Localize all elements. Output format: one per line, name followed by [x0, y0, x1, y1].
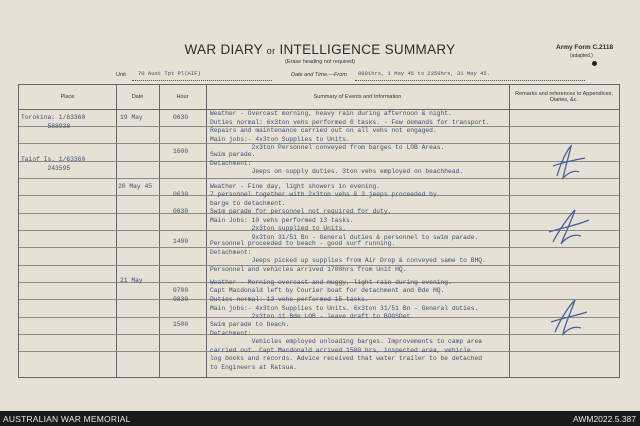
date-label: Date and Time.—From — [291, 72, 347, 78]
summary-cell: Swim parade for personnel not required for duty. Main Jobs: 10 vehs performed 13 tasks. 2x3ton supplied to Units. 9x3ton 31/51 Bn - General duties & personnel to swim parade. — [210, 208, 479, 241]
col-header-remarks: Remarks and references to Appendices, Diaries, &c. — [515, 91, 613, 103]
unit-label: Unit — [116, 72, 126, 78]
date-underline — [355, 80, 585, 81]
summary-cell: Weather - Fine day, light showers in evening. — [210, 183, 381, 190]
hour-cell: 1500 — [173, 321, 189, 328]
title-or: or — [266, 46, 276, 56]
summary-cell: Duties normal: 13 vehs performed 15 tasks. Main jobs:- 4x3ton Supplies to Units. 6x3ton 31/51 Bn - General duties. 2x3ton 11 Bde LOB - leave draft to BOGSDet. — [210, 296, 479, 321]
hour-cell: 0630 — [173, 191, 189, 198]
archive-credit: AUSTRALIAN WAR MEMORIAL — [3, 414, 131, 424]
initials-signature-icon — [535, 206, 595, 246]
hour-cell: 1600 — [173, 148, 189, 155]
initials-signature-icon — [535, 142, 595, 182]
title-intelligence-summary: INTELLIGENCE SUMMARY — [279, 42, 456, 57]
col-header-hour: Hour — [176, 94, 189, 100]
place-cell: Torokina: 1/63360 588938 — [21, 114, 86, 130]
form-subtitle: (Erase heading not required) — [284, 59, 355, 65]
hour-cell: 0630 — [173, 208, 189, 215]
col-header-place: Place — [60, 94, 75, 100]
summary-cell: 7 personnel together with 2x3ton vehs & 3 jeeps proceeded by barge to detachment. — [210, 191, 437, 207]
army-form-note: (adapted.) — [570, 53, 593, 59]
date-cell: 19 May — [120, 114, 143, 121]
summary-cell: Swim parade. Detachment: Jeeps on supply duties. 3ton vehs employed on beachhead. — [210, 151, 464, 176]
initials-signature-icon — [535, 296, 595, 336]
summary-cell: Weather - Morning overcast and muggy, light rain during evening. — [210, 279, 452, 286]
hour-cell: 0700 — [173, 287, 189, 294]
date-cell: 21 May — [120, 277, 143, 284]
form-title — [0, 42, 640, 57]
summary-cell: Capt Macdonald left by Courier boat for detachment and Bde HQ. — [210, 287, 445, 294]
col-header-summary: Summary of Events and Information — [313, 94, 402, 100]
archive-reference: AWM2022.5.387 — [573, 414, 636, 424]
hour-cell: 1400 — [173, 238, 189, 245]
col-header-date: Date — [131, 94, 144, 100]
date-value: 0001hrs, 1 May 45 to 2359hrs, 31 May 45. — [358, 70, 491, 77]
unit-underline — [132, 80, 272, 81]
unit-value: 70 Aust Tpt Pl(AIF) — [138, 70, 201, 77]
row-rule — [19, 178, 619, 179]
hour-cell: 0630 — [173, 114, 189, 121]
summary-cell: Swim parade to beach. Detachment: Vehicles employed unloading barges. Improvements to camp area carried out. Capt Macdonald arrived 1500 hrs, inspected area, vehicle log books and records. Advice received that water trailer to be detached to Engineers at Ratsua. — [210, 321, 483, 371]
army-form-number: Army Form C.2118 — [556, 44, 614, 51]
title-war-diary: WAR DIARY — [184, 42, 263, 57]
date-cell: 20 May 45 — [118, 183, 153, 190]
place-cell: Taiof Is. 1/63360 243595 — [21, 156, 86, 172]
summary-cell: Personnel proceeded to beach - good surf running. Detachment: Jeeps picked up supplies from Air Drop & conveyed same to BHQ. Personnel and vehicles arrived 1700hrs from Unit HQ. — [210, 240, 486, 273]
summary-cell: Weather - Overcast morning, heavy rain during afternoon & night. Duties normal: 6x3ton vehs performed 6 tasks. - Few demands for transport. Repairs and maintenance carried out on all vehs not engaged. Main jobs:- 4x3ton Supplies to Units. 2x3ton Personnel conveyed from barges to LOB Areas. — [210, 110, 490, 152]
diary-table — [18, 84, 620, 378]
hour-cell: 0830 — [173, 296, 189, 303]
